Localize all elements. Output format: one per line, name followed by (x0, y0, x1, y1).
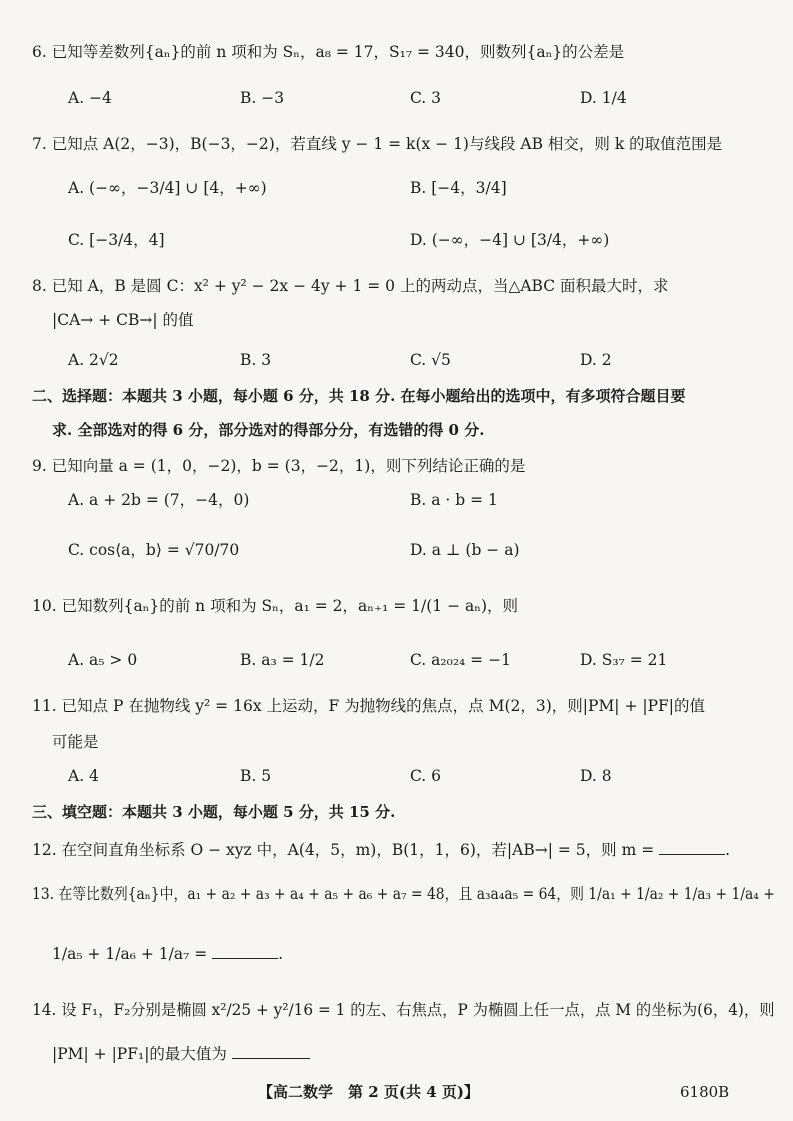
q9-stem: 9. 已知向量 a = (1，0，−2)，b = (3，−2，1)，则下列结论正确的是 (32, 457, 526, 475)
q14-stem-line2-text: |PM| + |PF₁|的最大值为 (52, 1045, 227, 1063)
q8-option-a: A. 2√2 (68, 351, 119, 369)
q6-option-d: D. 1/4 (580, 89, 627, 107)
q11-option-c: C. 6 (410, 767, 442, 785)
q12-stem-text: 12. 在空间直角坐标系 O − xyz 中，A(4，5，m)，B(1，1，6)，若|AB→| = 5，则 m = (32, 841, 655, 859)
q10-option-c: C. a₂₀₂₄ = −1 (410, 651, 511, 669)
q7-option-b: B. [−4，3/4] (410, 179, 507, 197)
q10-stem: 10. 已知数列{aₙ}的前 n 项和为 Sₙ，a₁ = 2，aₙ₊₁ = 1/(1 − aₙ)，则 (32, 597, 519, 615)
q11-option-a: A. 4 (68, 767, 99, 785)
footer-page-label: 【高二数学 第 2 页(共 4 页)】 (258, 1083, 479, 1101)
q14-stem-line2 (52, 1044, 310, 1064)
footer-paper-code: 6180B (680, 1083, 730, 1101)
q9-option-d: D. a ⊥ (b − a) (410, 541, 520, 559)
q9-option-b: B. a · b = 1 (410, 491, 498, 509)
q11-option-d: D. 8 (580, 767, 612, 785)
q9-option-c: C. cos⟨a，b⟩ = √70/70 (68, 541, 240, 559)
q13-tail: . (278, 945, 284, 963)
q12-tail: . (725, 841, 731, 859)
q8-option-b: B. 3 (240, 351, 272, 369)
q11-stem-line1: 11. 已知点 P 在抛物线 y² = 16x 上运动，F 为抛物线的焦点，点 M(2，3)，则|PM| + |PF|的值 (32, 697, 706, 715)
section2-heading-line1: 二、选择题：本题共 3 小题，每小题 6 分，共 18 分. 在每小题给出的选项中，有多项符合题目要 (32, 387, 686, 405)
section2-heading-line2: 求. 全部选对的得 6 分，部分选对的得部分分，有选错的得 0 分. (52, 421, 485, 439)
q7-option-d: D. (−∞，−4] ∪ [3/4，+∞) (410, 231, 610, 249)
q12-answer-blank[interactable] (659, 840, 725, 855)
q6-option-b: B. −3 (240, 89, 285, 107)
q14-stem-line1: 14. 设 F₁，F₂分别是椭圆 x²/25 + y²/16 = 1 的左、右焦点，P 为椭圆上任一点，点 M 的坐标为(6，4)，则 (32, 1001, 775, 1019)
q6-option-c: C. 3 (410, 89, 442, 107)
section3-heading: 三、填空题：本题共 3 小题，每小题 5 分，共 15 分. (32, 803, 396, 821)
q13-stem-line1: 13. 在等比数列{aₙ}中，a₁ + a₂ + a₃ + a₄ + a₅ + a₆ + a₇ = 48，且 a₃a₄a₅ = 64，则 1/a₁ + 1/a₂ + 1/a₃ + 1/a₄ + (32, 885, 775, 903)
q14-answer-blank[interactable] (232, 1044, 310, 1059)
q7-option-c: C. [−3/4，4] (68, 231, 165, 249)
q8-stem-line1: 8. 已知 A，B 是圆 C：x² + y² − 2x − 4y + 1 = 0 上的两动点，当△ABC 面积最大时，求 (32, 277, 669, 295)
q8-stem-line2: |CA→ + CB→| 的值 (52, 311, 194, 329)
q11-stem-line2: 可能是 (52, 733, 99, 751)
q7-stem: 7. 已知点 A(2，−3)，B(−3，−2)，若直线 y − 1 = k(x − 1)与线段 AB 相交，则 k 的取值范围是 (32, 135, 723, 153)
q10-option-d: D. S₃₇ = 21 (580, 651, 668, 669)
q6-stem: 6. 已知等差数列{aₙ}的前 n 项和为 Sₙ，a₈ = 17，S₁₇ = 340，则数列{aₙ}的公差是 (32, 43, 625, 61)
q10-option-a: A. a₅ > 0 (68, 651, 138, 669)
q6-option-a: A. −4 (68, 89, 112, 107)
q8-option-d: D. 2 (580, 351, 612, 369)
q13-stem-line2-text: 1/a₅ + 1/a₆ + 1/a₇ = (52, 945, 208, 963)
q12-stem (32, 840, 730, 860)
q9-option-a: A. a + 2b = (7，−4，0) (68, 491, 250, 509)
q11-option-b: B. 5 (240, 767, 272, 785)
q13-answer-blank[interactable] (212, 944, 278, 959)
q13-stem-line2 (52, 944, 283, 964)
q7-option-a: A. (−∞，−3/4] ∪ [4，+∞) (68, 179, 267, 197)
q8-option-c: C. √5 (410, 351, 451, 369)
q10-option-b: B. a₃ = 1/2 (240, 651, 325, 669)
